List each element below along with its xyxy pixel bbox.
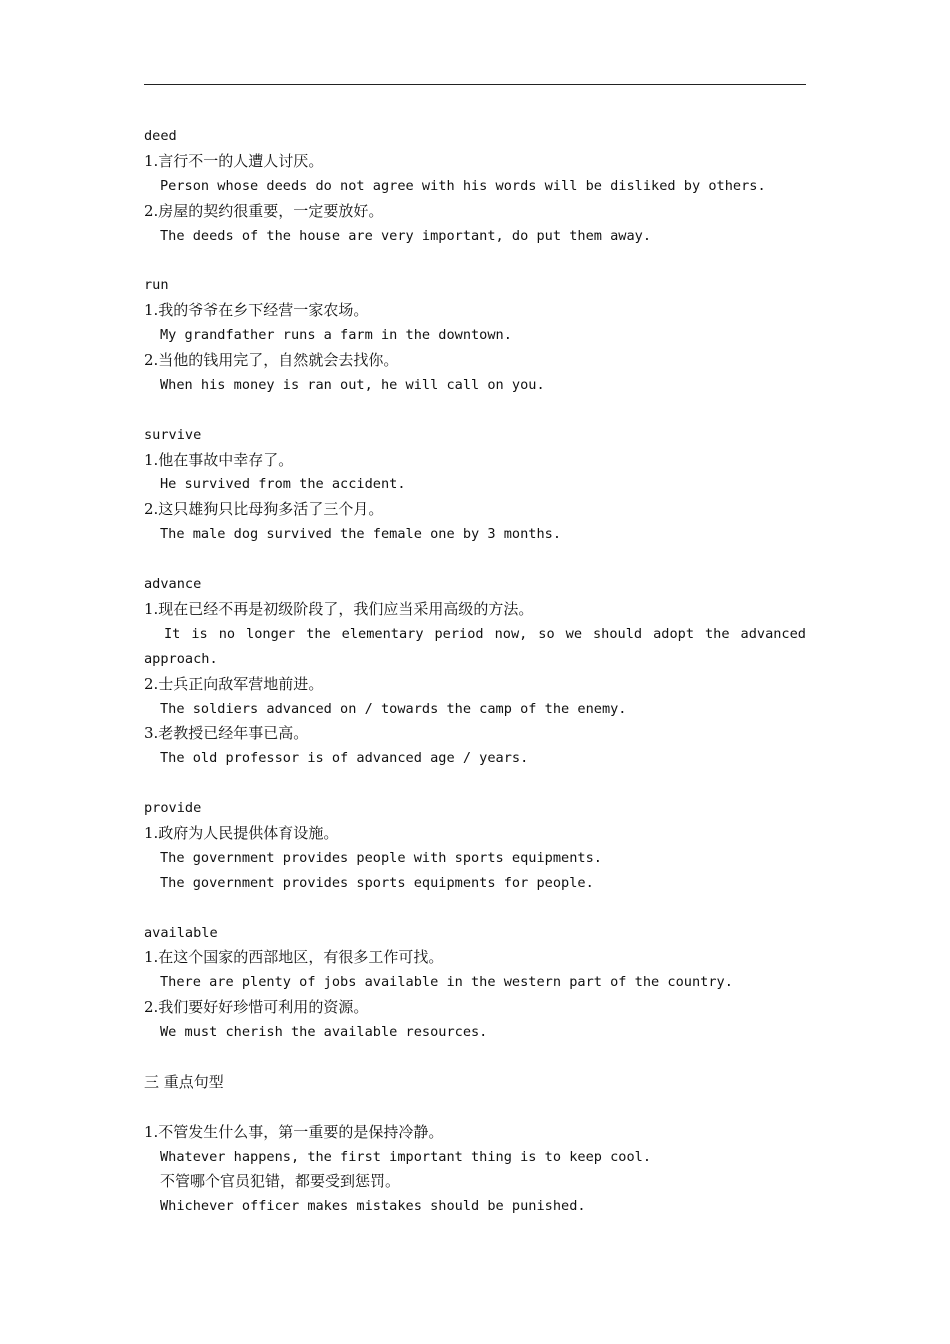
- entry-word-advance: advance: [144, 576, 202, 593]
- entry-advance-sentence-1-zh: 1.现在已经不再是初级阶段了，我们应当采用高级的方法。: [144, 599, 534, 618]
- header-rule: [144, 84, 806, 85]
- entry-run-sentence-2-zh: 2.当他的钱用完了，自然就会去找你。: [144, 351, 399, 370]
- entry-advance-sentence-3-zh: 3.老教授已经年事已高。: [144, 724, 309, 743]
- entry-advance-sentence-3-en: The old professor is of advanced age / years.: [160, 750, 529, 767]
- entry-provide-sentence-1-en-a: The government provides people with sports equipments.: [160, 849, 602, 866]
- entry-survive-sentence-1-en: He survived from the accident.: [160, 476, 406, 493]
- entry-run-sentence-1-zh: 1.我的爷爷在乡下经营一家农场。: [144, 301, 369, 320]
- entry-survive-sentence-1-zh: 1.他在事故中幸存了。: [144, 450, 294, 469]
- entry-advance-sentence-1-en-line-1: It is no longer the elementary period now, so we should adopt the advanced: [164, 625, 806, 642]
- spacer: [144, 896, 806, 921]
- entry-deed-sentence-1-en: Person whose deeds do not agree with his words will be disliked by others.: [160, 177, 766, 194]
- spacer: [144, 248, 806, 273]
- section-title: 三 重点句型: [144, 1072, 224, 1091]
- spacer: [144, 398, 806, 423]
- entry-run-sentence-2-en: When his money is ran out, he will call on you.: [160, 376, 545, 393]
- entry-deed-sentence-2-en: The deeds of the house are very important, do put them away.: [160, 227, 652, 244]
- entry-advance-sentence-2-zh: 2.士兵正向敌军营地前进。: [144, 674, 324, 693]
- entry-provide-sentence-1-zh: 1.政府为人民提供体育设施。: [144, 823, 339, 842]
- pattern-1b-zh: 不管哪个官员犯错，都要受到惩罚。: [160, 1172, 401, 1191]
- entry-available-sentence-2-zh: 2.我们要好好珍惜可利用的资源。: [144, 998, 369, 1017]
- spacer: [144, 1095, 806, 1120]
- entry-available-sentence-2-en: We must cherish the available resources.: [160, 1024, 488, 1041]
- entry-deed-sentence-2-zh: 2.房屋的契约很重要，一定要放好。: [144, 201, 384, 220]
- spacer: [144, 547, 806, 572]
- entry-word-provide: provide: [144, 800, 202, 817]
- entry-provide-sentence-1-en-b: The government provides sports equipments for people.: [160, 874, 594, 891]
- pattern-1b-en: Whichever officer makes mistakes should be punished.: [160, 1198, 586, 1215]
- spacer: [144, 1045, 806, 1070]
- entry-deed-sentence-1-zh: 1.言行不一的人遭人讨厌。: [144, 151, 324, 170]
- entry-word-survive: survive: [144, 426, 202, 443]
- entry-available-sentence-1-zh: 1.在这个国家的西部地区，有很多工作可找。: [144, 948, 444, 967]
- entry-available-sentence-1-en: There are plenty of jobs available in the western part of the country.: [160, 974, 733, 991]
- spacer: [144, 771, 806, 796]
- entry-survive-sentence-2-en: The male dog survived the female one by 3 months.: [160, 526, 562, 543]
- entry-word-available: available: [144, 924, 218, 941]
- pattern-1-en: Whatever happens, the first important thing is to keep cool.: [160, 1148, 652, 1165]
- entry-advance-sentence-1-en-line-2: approach.: [144, 650, 218, 667]
- entry-advance-sentence-2-en: The soldiers advanced on / towards the camp of the enemy.: [160, 700, 627, 717]
- document-body: [144, 124, 806, 1219]
- entry-word-deed: deed: [144, 128, 177, 144]
- pattern-1-zh: 1.不管发生什么事，第一重要的是保持冷静。: [144, 1122, 444, 1141]
- entry-word-run: run: [144, 277, 169, 294]
- entry-run-sentence-1-en: My grandfather runs a farm in the downtown.: [160, 327, 512, 344]
- entry-survive-sentence-2-zh: 2.这只雄狗只比母狗多活了三个月。: [144, 500, 384, 519]
